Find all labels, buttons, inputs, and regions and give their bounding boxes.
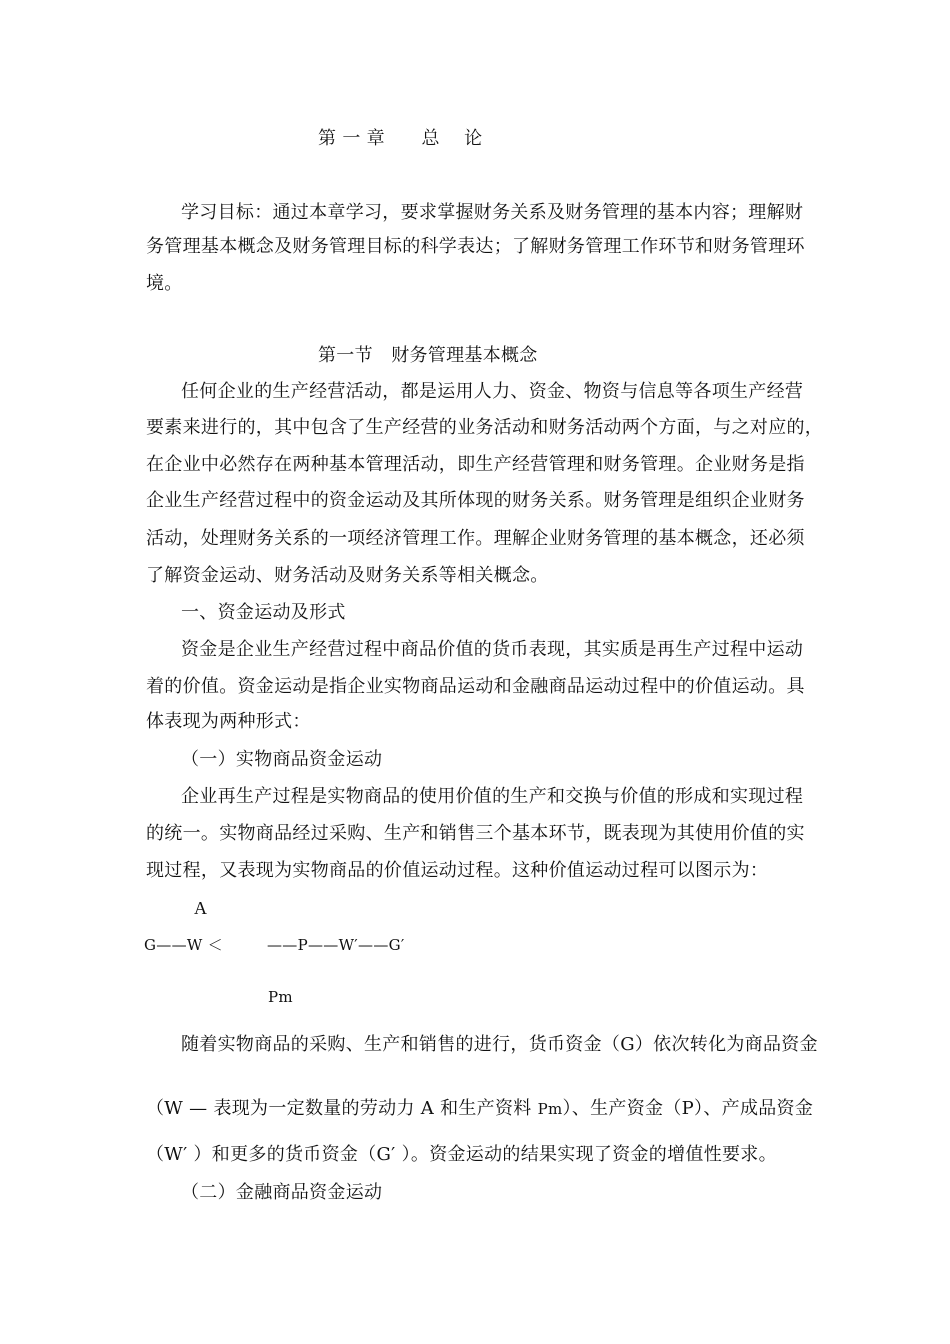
heading-capital-movement: 一、资金运动及形式 [181, 602, 346, 623]
capital-line-1: 资金是企业生产经营过程中商品价值的货币表现，其实质是再生产过程中运动 [181, 639, 804, 660]
capital-line-2: 着的价值。资金运动是指企业实物商品运动和金融商品运动过程中的价值运动。具 [146, 676, 805, 697]
intro-line-1: 任何企业的生产经营活动，都是运用人力、资金、物资与信息等各项生产经营 [181, 381, 804, 402]
chapter-title: 第 一 章 总 论 [318, 128, 483, 149]
subheading-financial: （二）金融商品资金运动 [181, 1182, 383, 1203]
objectives-line-2: 务管理基本概念及财务管理目标的科学表达；了解财务管理工作环节和财务管理环 [146, 236, 805, 257]
explain-line-1: 随着实物商品的采购、生产和销售的进行，货币资金（G）依次转化为商品资金 [181, 1034, 818, 1055]
capital-line-3: 体表现为两种形式： [146, 711, 311, 732]
intro-line-3: 在企业中必然存在两种基本管理活动，即生产经营管理和财务管理。企业财务是指 [146, 454, 805, 475]
physical-line-2: 的统一。实物商品经过采购、生产和销售三个基本环节，既表现为其使用价值的实 [146, 823, 805, 844]
subheading-physical: （一）实物商品资金运动 [181, 749, 383, 770]
formula-means-label: Pm [268, 988, 293, 1006]
physical-line-3: 现过程，又表现为实物商品的价值运动过程。这种价值运动过程可以图示为： [146, 860, 769, 881]
intro-line-4: 企业生产经营过程中的资金运动及其所体现的财务关系。财务管理是组织企业财务 [146, 490, 805, 511]
formula-right: ——P——W′——G′ [267, 936, 405, 954]
section-title: 第一节 财务管理基本概念 [318, 345, 538, 366]
objectives-line-3: 境。 [146, 273, 183, 294]
intro-line-6: 了解资金运动、财务活动及财务关系等相关概念。 [146, 565, 549, 586]
intro-line-2: 要素来进行的，其中包含了生产经营的业务活动和财务活动两个方面，与之对应的， [146, 417, 824, 438]
explain-line-3: （W′ ）和更多的货币资金（G′ ）。资金运动的结果实现了资金的增值性要求。 [146, 1144, 777, 1165]
explain-line-2-part-b: ）、生产资金（P）、产成品资金 [562, 1098, 814, 1119]
explain-line-2-part-a: （W — 表现为一定数量的劳动力 A 和生产资料 [146, 1098, 538, 1119]
explain-line-2-pm: Pm [537, 1100, 563, 1118]
physical-line-1: 企业再生产过程是实物商品的使用价值的生产和交换与价值的形成和实现过程 [181, 786, 804, 807]
formula-left: G——W ＜ [144, 936, 223, 954]
intro-line-5: 活动，处理财务关系的一项经济管理工作。理解企业财务管理的基本概念，还必须 [146, 528, 805, 549]
formula-labor-label: A [194, 898, 208, 918]
explain-line-2 [146, 1097, 813, 1121]
objectives-line-1: 学习目标：通过本章学习，要求掌握财务关系及财务管理的基本内容；理解财 [181, 202, 804, 223]
